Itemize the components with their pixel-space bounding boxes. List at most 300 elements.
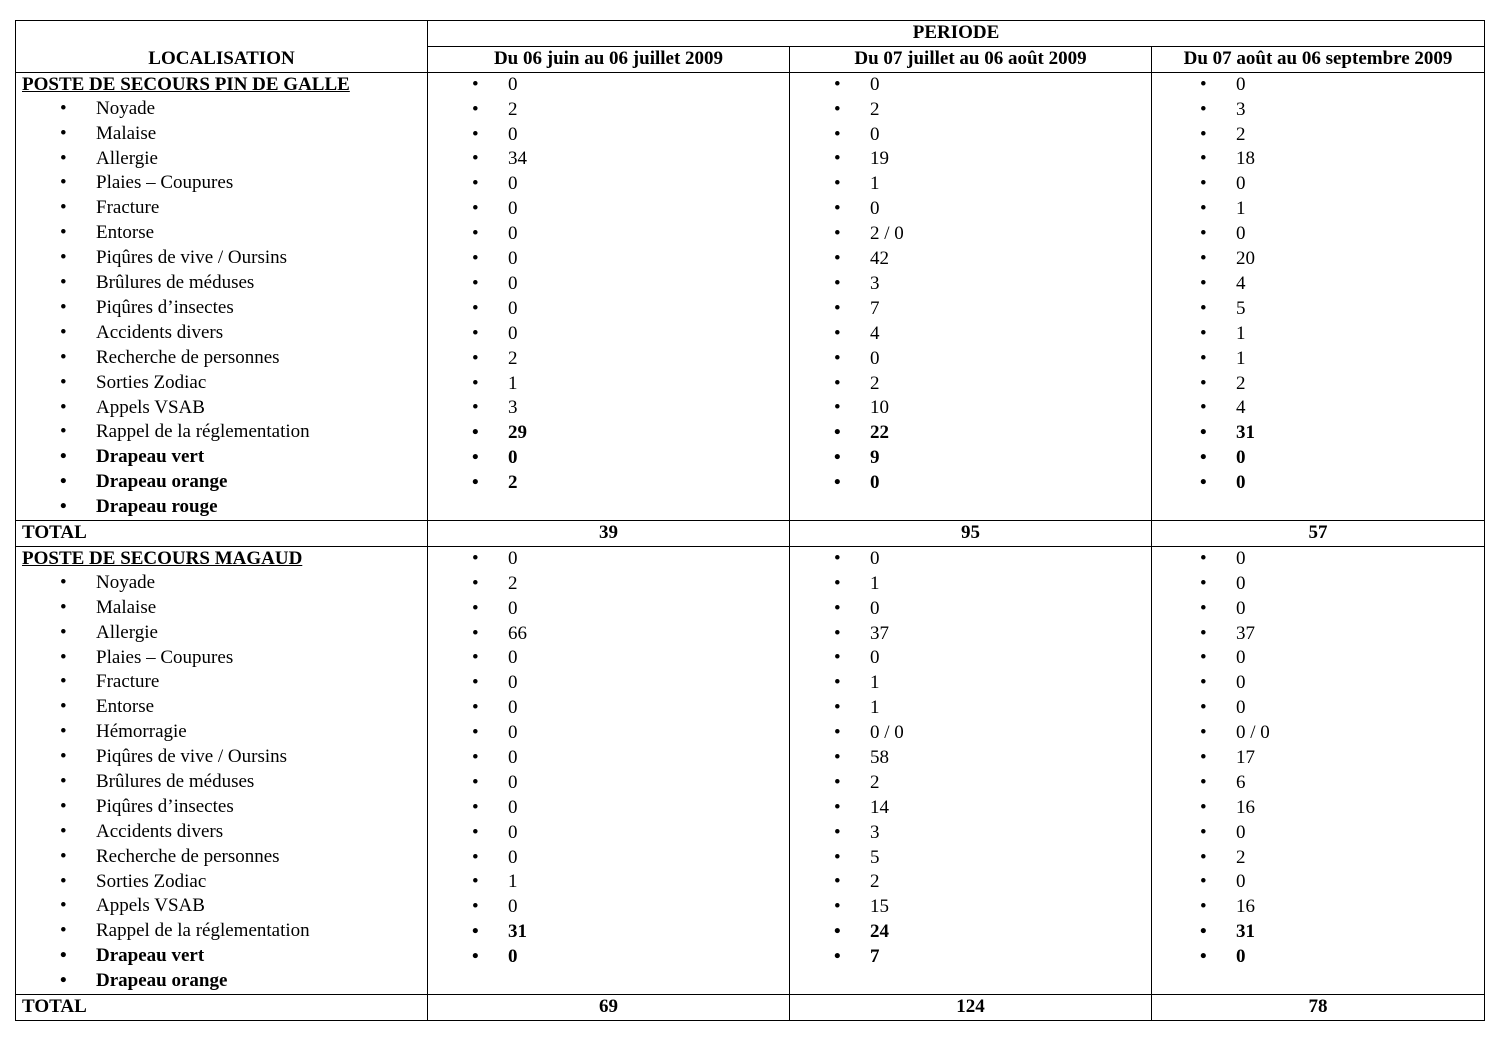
value-text: 0 [508,173,518,195]
value-text: 0 [508,771,518,793]
value-text: 2 / 0 [870,223,904,245]
value-text: 2 [1236,846,1246,868]
value-text: 3 [508,397,518,419]
value-text: 0 [508,821,518,843]
period-3-values [1152,72,1485,520]
bullet-icon: • [60,895,67,917]
value-text: 0 [508,597,518,619]
bullet-icon: • [60,172,67,194]
value-text: 16 [1236,896,1255,918]
value-item [790,222,1151,247]
incident-item [16,795,427,820]
bullet-icon: • [834,672,841,694]
bullet-icon: • [472,173,479,195]
incident-item [16,695,427,720]
bullet-icon: • [1200,397,1207,419]
value-text: 4 [1236,272,1246,294]
incident-item [16,621,427,646]
value-text: 0 [508,846,518,868]
value-item [790,272,1151,297]
incident-label: Malaise [96,122,157,144]
bullet-icon: • [60,321,67,343]
value-text: 0 [508,547,518,569]
bullet-icon: • [834,98,841,120]
value-text: 0 [1236,447,1246,469]
section-title-row [16,546,1485,571]
value-item [790,572,1151,597]
bullet-icon: • [60,795,67,817]
value-item [428,821,789,846]
incident-item [16,894,427,919]
value-text: 29 [508,422,527,444]
incident-item [16,271,427,296]
value-text: 0 [1236,472,1246,494]
bullet-icon: • [472,422,479,444]
bullet-icon: • [60,820,67,842]
value-text: 17 [1236,746,1255,768]
value-item [790,297,1151,322]
value-text: 20 [1236,248,1255,270]
bullet-icon: • [472,272,479,294]
value-text: 0 [508,123,518,145]
bullet-icon: • [1200,547,1207,569]
bullet-icon: • [472,647,479,669]
value-item [1152,322,1484,347]
value-text: 2 [870,871,880,893]
bullet-icon: • [834,572,841,594]
value-item [428,396,789,421]
value-text: 0 [1236,647,1246,669]
bullet-icon: • [60,746,67,768]
incident-table [15,20,1485,1021]
value-item [428,646,789,671]
bullet-icon: • [834,946,841,968]
bullet-icon: • [834,422,841,444]
value-text: 0 [1236,697,1246,719]
value-text: 16 [1236,796,1255,818]
value-text: 10 [870,397,889,419]
bullet-icon: • [60,696,67,718]
value-text: 37 [1236,622,1255,644]
bullet-icon: • [1200,347,1207,369]
incident-item [16,470,427,495]
incident-label: Piqûres de vive / Oursins [96,247,288,269]
bullet-icon: • [834,148,841,170]
incident-label: Hémorragie [96,721,187,743]
value-item [790,870,1151,895]
incident-report-document [15,20,1484,1021]
incident-item [16,97,427,122]
value-text: 0 [508,248,518,270]
total-value: 124 [790,995,1152,1021]
bullet-icon: • [60,671,67,693]
bullet-icon: • [1200,123,1207,145]
value-text: 0 [508,198,518,220]
bullet-icon: • [60,296,67,318]
bullet-icon: • [834,397,841,419]
bullet-icon: • [472,896,479,918]
incident-label: Entorse [96,696,155,718]
value-item [790,73,1151,98]
bullet-icon: • [1200,697,1207,719]
incident-label: Allergie [96,147,158,169]
value-item [1152,421,1484,446]
incident-label: Entorse [96,222,155,244]
incident-item [16,770,427,795]
value-item [428,920,789,945]
bullet-icon: • [472,248,479,270]
incident-item [16,296,427,321]
incident-label: Sorties Zodiac [96,870,207,892]
bullet-icon: • [834,372,841,394]
bullet-icon: • [834,347,841,369]
value-item [428,547,789,572]
bullet-icon: • [1200,921,1207,943]
incident-label: Drapeau vert [96,945,205,967]
value-item [1152,721,1484,746]
value-item [1152,471,1484,496]
value-item [428,222,789,247]
total-row [16,995,1485,1021]
incident-item [16,147,427,172]
bullet-icon: • [834,123,841,145]
bullet-icon: • [1200,297,1207,319]
value-text: 0 [508,946,518,968]
value-item [428,671,789,696]
period-3-values [1152,546,1485,994]
total-value: 39 [428,520,790,546]
incident-item [16,445,427,470]
period-1-values [428,72,790,520]
value-item [790,771,1151,796]
value-text: 0 [508,272,518,294]
value-text: 2 [870,771,880,793]
value-text: 0 [1236,946,1246,968]
incident-label: Drapeau vert [96,446,205,468]
value-item [428,597,789,622]
value-item [428,247,789,272]
value-text: 0 [508,73,518,95]
bullet-icon: • [834,771,841,793]
bullet-icon: • [834,472,841,494]
value-item [1152,821,1484,846]
bullet-icon: • [834,597,841,619]
value-item [428,197,789,222]
value-text: 1 [870,572,880,594]
value-item [428,147,789,172]
value-text: 0 [508,447,518,469]
value-text: 2 [870,372,880,394]
value-item [1152,846,1484,871]
bullet-icon: • [1200,248,1207,270]
periode-label: PERIODE [912,22,1000,43]
value-item [790,446,1151,471]
incident-label: Noyade [96,97,156,119]
value-text: 31 [1236,422,1255,444]
value-item [1152,945,1484,970]
value-text: 15 [870,896,889,918]
value-item [1152,172,1484,197]
incident-label: Allergie [96,621,158,643]
bullet-icon: • [472,946,479,968]
value-item [1152,771,1484,796]
bullet-icon: • [60,646,67,668]
bullet-icon: • [834,447,841,469]
bullet-icon: • [60,371,67,393]
incident-label: Sorties Zodiac [96,371,207,393]
incident-label: Drapeau rouge [96,496,218,518]
incident-label: Plaies – Coupures [96,172,234,194]
value-item [790,421,1151,446]
value-item [790,123,1151,148]
section-title: POSTE DE SECOURS PIN DE GALLE [16,72,428,97]
bullet-icon: • [60,222,67,244]
incident-label: Fracture [96,197,160,219]
period-header-3: Du 07 août au 06 septembre 2009 [1152,46,1485,72]
bullet-icon: • [472,547,479,569]
localisation-header: LOCALISATION [16,21,428,73]
bullet-icon: • [472,123,479,145]
period-1-values [428,546,790,994]
value-text: 0 / 0 [870,722,904,744]
value-item [790,796,1151,821]
bullet-icon: • [60,97,67,119]
value-item [790,322,1151,347]
bullet-icon: • [60,346,67,368]
value-item [428,870,789,895]
bullet-icon: • [472,297,479,319]
value-item [790,172,1151,197]
value-item [1152,73,1484,98]
bullet-icon: • [834,73,841,95]
value-item [1152,272,1484,297]
bullet-icon: • [60,870,67,892]
bullet-icon: • [472,846,479,868]
value-item [790,646,1151,671]
value-item [428,771,789,796]
bullet-icon: • [60,471,67,493]
value-item [790,98,1151,123]
value-item [1152,547,1484,572]
value-text: 0 [1236,547,1246,569]
value-text: 1 [870,697,880,719]
value-item [1152,870,1484,895]
value-item [1152,446,1484,471]
incident-item [16,420,427,445]
bullet-icon: • [834,846,841,868]
bullet-icon: • [472,322,479,344]
incident-item [16,919,427,944]
period-header-1: Du 06 juin au 06 juillet 2009 [428,46,790,72]
value-text: 0 [1236,73,1246,95]
period-2-values [790,72,1152,520]
value-text: 3 [870,272,880,294]
value-text: 1 [870,672,880,694]
bullet-icon: • [60,770,67,792]
value-item [1152,671,1484,696]
incident-label: Fracture [96,671,160,693]
value-item [790,895,1151,920]
bullet-icon: • [1200,223,1207,245]
value-text: 24 [870,921,889,943]
value-text: 2 [870,98,880,120]
incident-label: Drapeau orange [96,970,228,992]
value-item [428,846,789,871]
bullet-icon: • [472,347,479,369]
total-value: 57 [1152,520,1485,546]
value-item [1152,197,1484,222]
incident-item [16,371,427,396]
bullet-icon: • [472,597,479,619]
value-text: 0 [508,322,518,344]
value-text: 0 [508,697,518,719]
value-item [428,98,789,123]
value-text: 18 [1236,148,1255,170]
value-item [1152,622,1484,647]
value-text: 19 [870,148,889,170]
value-text: 0 [508,796,518,818]
value-item [790,147,1151,172]
value-item [428,73,789,98]
incident-item [16,571,427,596]
value-text: 3 [1236,98,1246,120]
value-item [1152,696,1484,721]
bullet-icon: • [1200,722,1207,744]
bullet-icon: • [472,472,479,494]
bullet-icon: • [1200,647,1207,669]
value-item [428,446,789,471]
value-item [790,372,1151,397]
value-item [1152,123,1484,148]
bullet-icon: • [472,372,479,394]
value-item [428,322,789,347]
section-title-row [16,72,1485,97]
bullet-icon: • [834,647,841,669]
value-item [1152,147,1484,172]
value-text: 0 [870,123,880,145]
value-text: 2 [508,98,518,120]
value-item [428,721,789,746]
value-item [428,372,789,397]
bullet-icon: • [60,920,67,942]
value-item [428,172,789,197]
period-2-values [790,546,1152,994]
incident-item [16,944,427,969]
bullet-icon: • [834,248,841,270]
value-item [790,746,1151,771]
bullet-icon: • [1200,672,1207,694]
incident-label: Brûlures de méduses [96,272,255,294]
bullet-icon: • [60,945,67,967]
value-text: 0 [508,672,518,694]
value-item [428,622,789,647]
bullet-icon: • [834,746,841,768]
value-text: 0 [870,347,880,369]
bullet-icon: • [472,397,479,419]
value-text: 0 [1236,223,1246,245]
value-text: 0 [1236,173,1246,195]
incident-label: Recherche de personnes [96,845,280,867]
bullet-icon: • [834,272,841,294]
bullet-icon: • [472,73,479,95]
value-text: 22 [870,422,889,444]
bullet-icon: • [1200,946,1207,968]
value-item [428,421,789,446]
bullet-icon: • [60,122,67,144]
bullet-icon: • [834,547,841,569]
bullet-icon: • [60,721,67,743]
bullet-icon: • [834,871,841,893]
value-text: 2 [508,572,518,594]
value-item [428,796,789,821]
bullet-icon: • [472,223,479,245]
value-item [428,471,789,496]
bullet-icon: • [834,297,841,319]
value-text: 0 [508,297,518,319]
bullet-icon: • [472,148,479,170]
value-text: 66 [508,622,527,644]
bullet-icon: • [1200,73,1207,95]
bullet-icon: • [60,571,67,593]
value-text: 6 [1236,771,1246,793]
value-item [790,696,1151,721]
value-text: 0 [870,647,880,669]
bullet-icon: • [472,622,479,644]
value-text: 1 [508,372,518,394]
value-item [790,671,1151,696]
value-text: 0 [870,73,880,95]
incident-item [16,346,427,371]
bullet-icon: • [1200,447,1207,469]
value-item [790,846,1151,871]
value-item [790,347,1151,372]
bullet-icon: • [472,771,479,793]
bullet-icon: • [60,396,67,418]
bullet-icon: • [1200,622,1207,644]
bullet-icon: • [472,921,479,943]
bullet-icon: • [60,247,67,269]
incident-item [16,221,427,246]
value-item [428,746,789,771]
value-item [790,197,1151,222]
bullet-icon: • [472,447,479,469]
value-item [790,396,1151,421]
incident-item [16,122,427,147]
value-text: 0 [870,597,880,619]
value-text: 31 [1236,921,1255,943]
value-item [1152,297,1484,322]
period-header-2: Du 07 juillet au 06 août 2009 [790,46,1152,72]
total-label: TOTAL [16,520,428,546]
incident-label: Appels VSAB [96,396,205,418]
bullet-icon: • [1200,821,1207,843]
bullet-icon: • [1200,422,1207,444]
bullet-icon: • [1200,597,1207,619]
value-text: 2 [1236,123,1246,145]
value-item [1152,396,1484,421]
value-item [790,547,1151,572]
incident-label: Accidents divers [96,321,224,343]
value-item [1152,597,1484,622]
value-item [1152,572,1484,597]
bullet-icon: • [834,223,841,245]
bullet-icon: • [834,821,841,843]
value-item [790,721,1151,746]
value-item [428,123,789,148]
value-text: 0 [508,223,518,245]
value-text: 1 [508,871,518,893]
value-item [1152,247,1484,272]
